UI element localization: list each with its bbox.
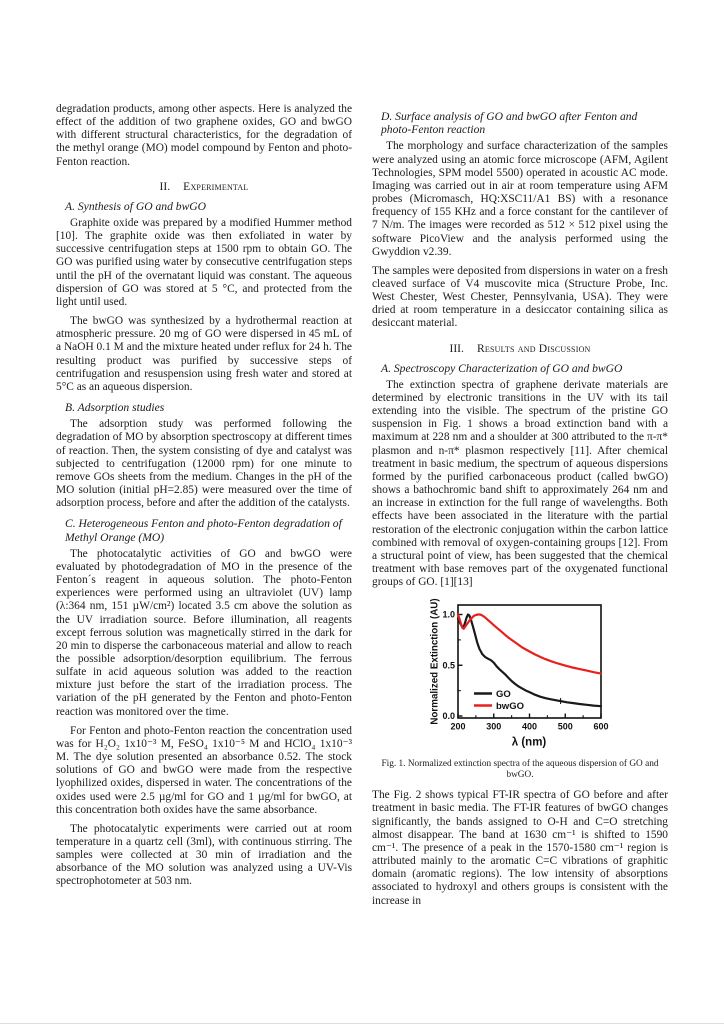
section-number: III. [449, 341, 464, 355]
svg-text:1.0: 1.0 [442, 609, 455, 620]
paragraph-extinction-spectra: The extinction spectra of graphene derivate materials are determined by electronic transitions in the UV with its tail extending into the visible. The spectrum of the pristine GO suspension in Fig. 1 shows a broad extinction band with a maximum at 228 nm and a shoulder at 300 attributed to the π-π* plasmon and n-π* plasmon respectively [11]. After chemical treatment in basic medium, the spectrum of aqueous dispersions formed by the purified carbonaceous product (called bwGO) shows a bathochromic band shift to approximately 264 nm and an increase in extinction for the full range of wavelengths. Both effects have been associated in the literature with the partial restoration of the electronic conjugation within the carbon lattice combined with removal of oxygen-containing groups [12]. From a structural point of view, has been suggested that the chemical treatment with base removes part of the oxygenated functional groups of GO. [1][13] [372, 378, 668, 589]
legend-label-bwgo: bwGO [496, 701, 524, 713]
section-title: Experimental [183, 179, 249, 193]
fig1-caption: Fig. 1. Normalized extinction spectra of the aqueous dispersion of GO and bwGO. [381, 759, 659, 781]
paragraph-ftir: The Fig. 2 shows typical FT-IR spectra of GO before and after treatment in basic media. The FT-IR features of bwGO changes significantly, the bands assigned to O-H and C=O stretching almost disappear. The band at 1630 cm⁻¹ is shifted to 1590 cm⁻¹. The presence of a peak in the 1570-1580 cm⁻¹ region is attributed mainly to the aromatic C=C vibrations of graphitic domain (aromatic regions). The low intensity of absorptions associated to hydroxyl and others groups is consistent with the increase in [372, 789, 668, 907]
intro-paragraph: degradation products, among other aspects. Here is analyzed the effect of the addition of two graphene oxides, GO and bwGO with different structural characteristics, for the degradation of the methyl orange (MO) model compound by Fenton and photo-Fenton reaction. [56, 103, 352, 168]
svg-text:0.5: 0.5 [442, 660, 455, 671]
svg-text:200: 200 [450, 721, 466, 732]
svg-text:0.0: 0.0 [442, 711, 455, 722]
y-axis-label: Normalized Extinction (AU) [429, 598, 441, 725]
svg-text:400: 400 [521, 721, 538, 732]
subsection-heading-spectroscopy: A. Spectroscopy Characterization of GO and bwGO [381, 361, 623, 375]
paragraph-adsorption: The adsorption study was performed following the degradation of MO by absorption spectroscopy at different times of reaction. Then, the system consisting of dye and catalyst was subjected to centrifugation (12000 rpm) for one minute to remove GOs sheets from the medium. Changes in the pH of the MO solution (initial pH=2.85) were measured over the time of adsorption process, before and after the addition of the catalysts. [56, 418, 352, 510]
paragraph-fenton-3: The photocatalytic experiments were carried out at room temperature in a quartz cell (3ml), with continuous stirring. The samples were collected at 30 min of irradiation and the absorbance of the MO solution was analyzed using a UV-Vis spectrophotometer at 503 nm. [56, 822, 352, 888]
paragraph-fenton-1: The photocatalytic activities of GO and bwGO were evaluated by photodegradation of MO in the presence of the Fenton´s reagent in aqueous solution. The photo-Fenton experiences were performed using an ultraviolet (UV) lamp (λ:364 nm, 151 µW/cm²) located 3.5 cm above the solution as the UV irradiation source. Before illumination, all reagents except ferrous solution was magnetically stirred in the dark for 20 min to disperse the carbonaceous material and allow to reach the possible adsorption/desorption equilibrium. The ferrous sulfate in acid aqueous solution was added to the reaction mixture just before the start of the irradiation process. The variation of the pH generated by the Fenton and photo-Fenton reaction was monitored over the time. [56, 547, 352, 718]
subsection-heading-synthesis: A. Synthesis of GO and bwGO [65, 199, 207, 213]
legend-label-go: GO [496, 689, 511, 701]
svg-text:300: 300 [486, 721, 502, 732]
paragraph-mica: The samples were deposited from dispersions in water on a fresh cleaved surface of V4 muscovite mica (Structure Probe, Inc. West Chester, West Chester, Pennsylvania, USA). They were dried at room temperature in a desiccator containing silica as desiccant material. [372, 264, 668, 330]
x-axis-label: λ (nm) [511, 736, 547, 749]
svg-text:500: 500 [557, 721, 573, 732]
section-heading-results [372, 342, 668, 355]
chart-curves-and-ticks [442, 610, 608, 732]
paragraph-fenton-2: For Fenton and photo-Fenton reaction the concentration used was for H₂O₂ 1x10⁻³ M, FeSO₄ 1x10⁻⁵ M and HClO₄ 1x10⁻³ M. The dye solution presented an absorbance 0.52. The stock solutions of GO and bwGO were made from the respective lyophilized oxides, dispersed in water. The concentrations of the oxides used were 2.5 µg/ml for GO and 1 µg/ml for bwGO, at this concentration both oxides have the same absorbance. [56, 724, 352, 816]
plot-frame [458, 605, 601, 718]
paragraph-synthesis-2: The bwGO was synthesized by a hydrothermal reaction at atmospheric pressure. 20 mg of GO were dispersed in 45 mL of a NaOH 0.1 M and the mixture heated under reflux for 24 h. The resulting product was purified by successive steps of centrifugation and resuspension using fresh water and stored at 5°C as an aqueous dispersion. [56, 315, 352, 393]
paragraph-synthesis-1: Graphite oxide was prepared by a modified Hummer method [10]. The graphite oxide was then exfoliated in water by successive centrifugation steps at 1500 rpm to obtain GO. The GO was purified using water by consecutive centrifugation steps until the pH of the overnatant liquid was constant. The aqueous dispersion of GO was stored at 5 °C, and protected from the light until used. [56, 216, 352, 308]
two-column-layout [56, 103, 668, 914]
fig1-extinction-chart [428, 598, 630, 751]
subsection-heading-adsorption: B. Adsorption studies [65, 401, 165, 415]
right-column [372, 103, 668, 914]
svg-text:600: 600 [593, 721, 609, 732]
section-title: Results and Discussion [476, 341, 591, 355]
section-heading-experimental [56, 180, 352, 193]
subsection-heading-fenton-degradation: C. Heterogeneous Fenton and photo-Fenton degradation of Methyl Orange (MO) [65, 517, 342, 544]
paragraph-afm: The morphology and surface characterization of the samples were analyzed using an atomic force microscope (AFM, Agilent Technologies, SPM model 5500) operated in acoustic AC mode. Imaging was carried out in air at room temperature using AFM probes (Micromasch, HQ:XSC11/A1 BS) with a resonance frequency of 155 KHz and a force constant for the cantilever of 7 N/m. The images were recorded as 512 × 512 pixel using the software PicoView and the analysis performed using the Gwyddion v2.39. [372, 140, 668, 258]
figure-1 [428, 598, 630, 756]
left-column [56, 103, 352, 914]
bwgo-curve [458, 615, 601, 674]
subsection-heading-surface-analysis: D. Surface analysis of GO and bwGO after Fenton and photo-Fenton reaction [381, 110, 638, 137]
section-number: II. [159, 179, 171, 193]
